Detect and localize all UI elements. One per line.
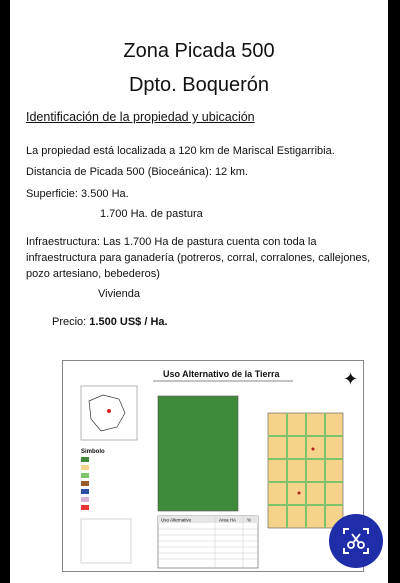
document-title: Zona Picada 500 xyxy=(123,40,275,62)
legend-title: Simbolo xyxy=(81,449,105,455)
price-value: 1.500 US$ / Ha. xyxy=(89,316,168,328)
section-heading: Identificación de la propiedad y ubicación xyxy=(26,110,255,124)
paragraph-location: La propiedad está localizada a 120 km de Mariscal Estigarribia. xyxy=(26,145,335,157)
paragraph-distance: Distancia de Picada 500 (Bioceánica): 12 km. xyxy=(26,166,248,178)
legend-swatches xyxy=(81,457,89,510)
paragraph-infrastructure-line2: infraestructura para ganadería (potreros, corral, corralones, callejones, xyxy=(26,252,371,264)
scissors-icon xyxy=(329,514,383,568)
price-line xyxy=(52,314,168,330)
table-header-percent: % xyxy=(247,517,252,523)
document-page xyxy=(10,0,388,583)
paragraph-infrastructure-line3: pozo artesiano, bebederos) xyxy=(26,268,160,280)
price-label: Precio: xyxy=(52,316,90,328)
table-header-use: Uso Alternativo xyxy=(161,517,192,523)
forest-parcel xyxy=(158,396,238,511)
paragraph-pasture: 1.700 Ha. de pastura xyxy=(100,208,203,220)
paragraph-infrastructure-line1: Infraestructura: Las 1.700 Ha de pastura cuenta con toda la xyxy=(26,236,317,248)
paragraph-housing: Vivienda xyxy=(98,288,140,300)
map-title: Uso Alternativo de la Tierra xyxy=(163,369,280,379)
document-subtitle: Dpto. Boquerón xyxy=(128,74,270,96)
table-header-area: Area HA xyxy=(219,517,237,523)
compass-icon: ✦ xyxy=(343,369,359,389)
land-use-map xyxy=(62,360,364,572)
paragraph-surface: Superficie: 3.500 Ha. xyxy=(26,188,129,200)
crop-button[interactable] xyxy=(329,514,383,568)
